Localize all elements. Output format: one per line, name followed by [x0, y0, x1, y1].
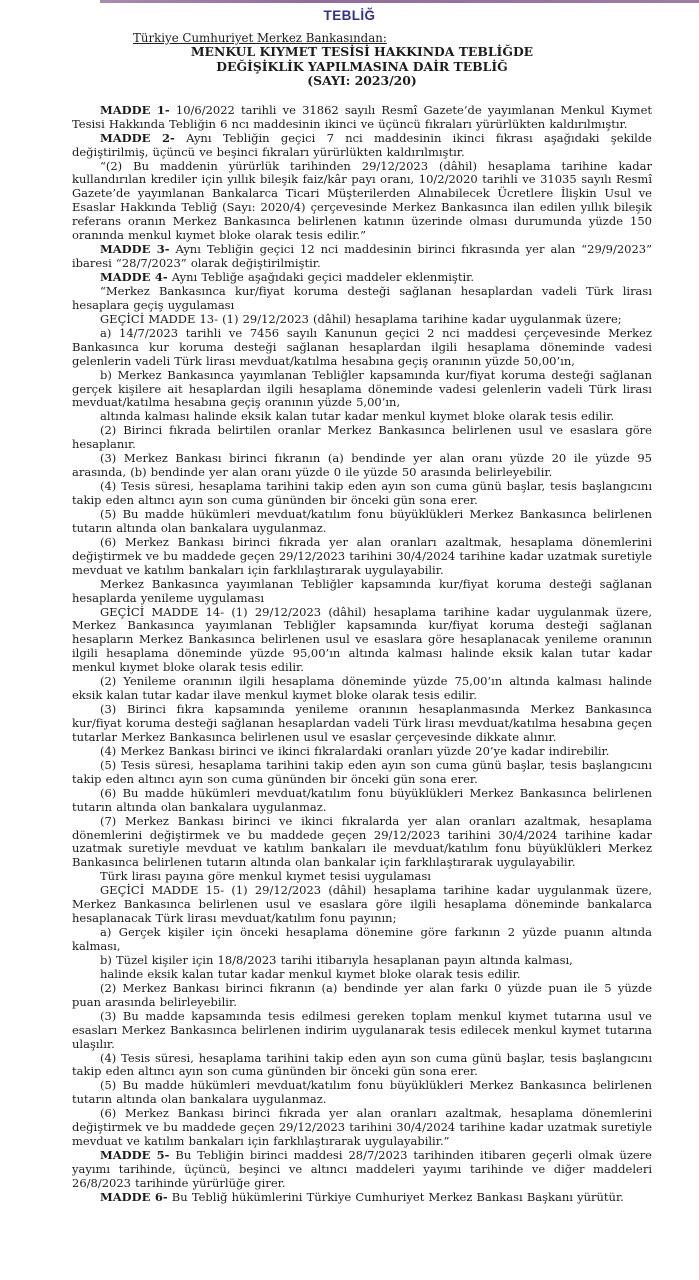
- title-line-3: (SAYI: 2023/20): [307, 73, 417, 89]
- article-paragraph: (2) Merkez Bankası birinci fıkranın (a) bendinde yer alan farkı 0 yüzde puan ile 5 yüzde puan arasında belirleyebilir.: [72, 980, 652, 1009]
- article-paragraph: (5) Tesis süresi, hesaplama tarihini takip eden ayın son cuma günü başlar, tesis başlangıcını takip eden altıncı ayın son cuma gününden bir önceki gün sona erer.: [72, 757, 652, 786]
- article-paragraph: MADDE 2- Aynı Tebliğin geçici 7 nci maddesinin ikinci fıkrası aşağıdaki şekilde değiştirilmiş, üçüncü ve beşinci fıkraları yürürlükten kaldırılmıştır.: [72, 130, 652, 159]
- title-line-1: MENKUL KIYMET TESİSİ HAKKINDA TEBLİĞDE: [190, 44, 534, 59]
- article-paragraph: b) Merkez Bankasınca yayımlanan Tebliğler kapsamında kur/fiyat koruma desteği sağlanan gerçek kişilere ait hesaplardan ilgili hesaplama döneminde vadesi gelenlerin vadeli Türk lirası mevduat/katılma hesabına geçiş oranının yüzde 5,00’ın,: [72, 367, 652, 410]
- document-body: [72, 104, 652, 1205]
- document-content: [72, 31, 652, 1205]
- article-paragraph: halinde eksik kalan tutar kadar menkul kıymet bloke olarak tesis edilir.: [100, 966, 521, 981]
- article-label: MADDE 6-: [100, 1189, 168, 1204]
- article-paragraph: MADDE 6- Bu Tebliğ hükümlerini Türkiye Cumhuriyet Merkez Bankası Başkanı yürütür.: [100, 1189, 624, 1204]
- article-paragraph: a) Gerçek kişiler için önceki hesaplama dönemine göre farkının 2 yüzde puanın altında kalması,: [72, 925, 652, 954]
- article-paragraph: GEÇİCİ MADDE 14- (1) 29/12/2023 (dâhil) hesaplama tarihine kadar uygulanmak üzere, Merkez Bankasınca yayımlanan Tebliğler kapsamında kur/fiyat koruma desteği sağlanan hesapların Merkez Bankasınca belirlenen usul ve esaslara göre hesaplanacak yenileme oranının ilgili hesaplama döneminde yüzde 95,00’ın altında kalması halinde eksik kalan tutar kadar menkul kıymet bloke olarak tesis edilir.: [72, 604, 652, 675]
- article-paragraph: “(2) Bu maddenin yürürlük tarihinden 29/12/2023 (dâhil) hesaplama tarihine kadar kullandırılan krediler için yıllık bileşik faiz/kâr payı oranı, 10/2/2020 tarihli ve 31035 sayılı Resmî Gazete’de yayımlanan Bankalarca Ticari Müşterilerden Alınabilecek Ücretlere İlişkin Usul ve Esaslar Hakkında Tebliğ (Sayı: 2020/4) çerçevesinde Merkez Bankasınca ilan edilen yıllık bileşik referans oranın Merkez Bankasınca belirlenen katının üzerinde olması durumunda yüzde 150 oranında menkul kıymet bloke olarak tesis edilir.”: [72, 158, 652, 243]
- article-paragraph: MADDE 1- 10/6/2022 tarihli ve 31862 sayılı Resmî Gazete’de yayımlanan Menkul Kıymet Tesisi Hakkında Tebliğin 6 ncı maddesinin ikinci ve üçüncü fıkraları yürürlükten kaldırılmıştır.: [72, 102, 652, 131]
- title-line-2: DEĞİŞİKLİK YAPILMASINA DAİR TEBLİĞ: [216, 58, 508, 74]
- article-paragraph: MADDE 5- Bu Tebliğin birinci maddesi 28/7/2023 tarihinden itibaren geçerli olmak üzere yayımı tarihinde, üçüncü, beşinci ve altıncı maddeleri yayımı tarihinde ve diğer maddeleri 26/8/2023 tarihinde yürürlüğe girer.: [72, 1148, 652, 1190]
- window-top-stripe: [100, 0, 699, 3]
- article-paragraph: “Merkez Bankasınca kur/fiyat koruma desteği sağlanan hesaplardan vadeli Türk lirası hesaplara geçiş uygulaması: [72, 283, 652, 312]
- article-paragraph: (3) Merkez Bankası birinci fıkranın (a) bendinde yer alan oranı yüzde 20 ile yüzde 95 arasında, (b) bendinde yer alan oranı yüzde 0 ile yüzde 50 arasında belirleyebilir.: [72, 451, 652, 480]
- article-label: MADDE 5-: [100, 1148, 170, 1163]
- article-paragraph: (5) Bu madde hükümleri mevduat/katılım fonu büyüklükleri Merkez Bankasınca belirlenen tutarın altında olan bankalara uygulanmaz.: [72, 1078, 652, 1107]
- article-paragraph: a) 14/7/2023 tarihli ve 7456 sayılı Kanunun geçici 2 nci maddesi çerçevesinde Merkez Bankasınca kur koruma desteği sağlanan hesaplardan ilgili hesaplama döneminde vadesi gelenlerin vadeli Türk lirası mevduat/katılma hesabına geçiş oranının yüzde 50,00’ın,: [72, 325, 652, 368]
- document-title: [72, 45, 652, 89]
- article-paragraph: (3) Birinci fıkra kapsamında yenileme oranının hesaplanmasında Merkez Bankasınca kur/fiyat koruma desteği sağlanan hesaplardan vadeli Türk lirası mevduat/katılma hesabına geçen tutarlar Merkez Bankasınca belirlenen usul ve esaslar çerçevesinde dikkate alınır.: [72, 702, 652, 744]
- issuer-line: Türkiye Cumhuriyet Merkez Bankasından:: [133, 31, 387, 45]
- article-paragraph: b) Tüzel kişiler için 18/8/2023 tarihi itibarıyla hesaplanan payın altında kalması,: [100, 952, 573, 967]
- article-paragraph: Merkez Bankasınca yayımlanan Tebliğler kapsamında kur/fiyat koruma desteği sağlanan hesaplarda yenileme uygulaması: [72, 576, 652, 605]
- article-paragraph: MADDE 4- Aynı Tebliğe aşağıdaki geçici maddeler eklenmiştir.: [100, 270, 475, 285]
- article-paragraph: MADDE 3- Aynı Tebliğin geçici 12 nci maddesinin birinci fıkrasında yer alan “29/9/2023” ibaresi “28/7/2023” olarak değiştirilmiştir.: [72, 242, 652, 271]
- article-paragraph: (4) Tesis süresi, hesaplama tarihini takip eden ayın son cuma günü başlar, tesis başlangıcını takip eden altıncı ayın son cuma gününden bir önceki gün sona erer.: [72, 479, 652, 508]
- article-paragraph: GEÇİCİ MADDE 13- (1) 29/12/2023 (dâhil) hesaplama tarihine kadar uygulanmak üzere;: [100, 311, 622, 326]
- article-paragraph: (5) Bu madde hükümleri mevduat/katılım fonu büyüklükleri Merkez Bankasınca belirlenen tutarın altında olan bankalara uygulanmaz.: [72, 506, 652, 535]
- article-paragraph: Türk lirası payına göre menkul kıymet tesisi uygulaması: [100, 869, 431, 884]
- article-paragraph: (4) Tesis süresi, hesaplama tarihini takip eden ayın son cuma günü başlar, tesis başlangıcını takip eden altıncı ayın son cuma gününden bir önceki gün sona erer.: [72, 1050, 652, 1079]
- article-paragraph: altında kalması halinde eksik kalan tutar kadar menkul kıymet bloke olarak tesis edilir.: [100, 409, 615, 424]
- article-paragraph: (6) Bu madde hükümleri mevduat/katılım fonu büyüklükleri Merkez Bankasınca belirlenen tutarın altında olan bankalara uygulanmaz.: [72, 785, 652, 814]
- article-paragraph: (6) Merkez Bankası birinci fıkrada yer alan oranları azaltmak, hesaplama dönemlerini değiştirmek ve bu maddede geçen 29/12/2023 tarihini 30/4/2024 tarihine kadar uzatmak suretiyle mevduat ve katılım bankaları için farklılaştırarak uygulayabilir.”: [72, 1106, 652, 1149]
- article-label: MADDE 1-: [100, 102, 170, 117]
- article-paragraph: (3) Bu madde kapsamında tesis edilmesi gereken toplam menkul kıymet tutarına usul ve esasları Merkez Bankasınca belirlenen indirim uygulanarak tesis edilecek menkul kıymet tutarına ulaşılır.: [72, 1008, 652, 1051]
- article-label: MADDE 2-: [100, 130, 175, 145]
- article-paragraph: (2) Birinci fıkrada belirtilen oranlar Merkez Bankasınca belirlenen usul ve esaslara göre hesaplanır.: [72, 423, 652, 452]
- article-label: MADDE 4-: [100, 270, 168, 285]
- article-paragraph: GEÇİCİ MADDE 15- (1) 29/12/2023 (dâhil) hesaplama tarihine kadar uygulanmak üzere, Merkez Bankasınca belirlenen usul ve esaslara göre ilgili hesaplama döneminde bankalarca hesaplanacak Türk lirası mevduat/katılım fonu payının;: [72, 883, 652, 926]
- article-paragraph: (7) Merkez Bankası birinci ve ikinci fıkralarda yer alan oranları azaltmak, hesaplama dönemlerini değiştirmek ve bu maddede geçen 29/12/2023 tarihini 30/4/2024 tarihine kadar uzatmak suretiyle mevduat ve katılım bankaları ile mevduat/katılım fonu büyüklükleri Merkez Bankasınca belirlenen tutarın altında olan bankalar için farklılaştırarak uygulayabilir.: [72, 813, 652, 870]
- article-paragraph: (4) Merkez Bankası birinci ve ikinci fıkralardaki oranları yüzde 20’ye kadar indirebilir.: [100, 743, 610, 758]
- article-paragraph: (2) Yenileme oranının ilgili hesaplama döneminde yüzde 75,00’ın altında kalması halinde eksik kalan tutar kadar ilave menkul kıymet bloke olarak tesis edilir.: [72, 674, 652, 703]
- article-label: MADDE 3-: [100, 242, 170, 257]
- doc-type-heading: TEBLİĞ: [323, 8, 376, 23]
- article-paragraph: (6) Merkez Bankası birinci fıkrada yer alan oranları azaltmak, hesaplama dönemlerini değiştirmek ve bu maddede geçen 29/12/2023 tarihini 30/4/2024 tarihine kadar uzatmak suretiyle mevduat ve katılım bankaları için farklılaştırarak uygulayabilir.: [72, 534, 652, 577]
